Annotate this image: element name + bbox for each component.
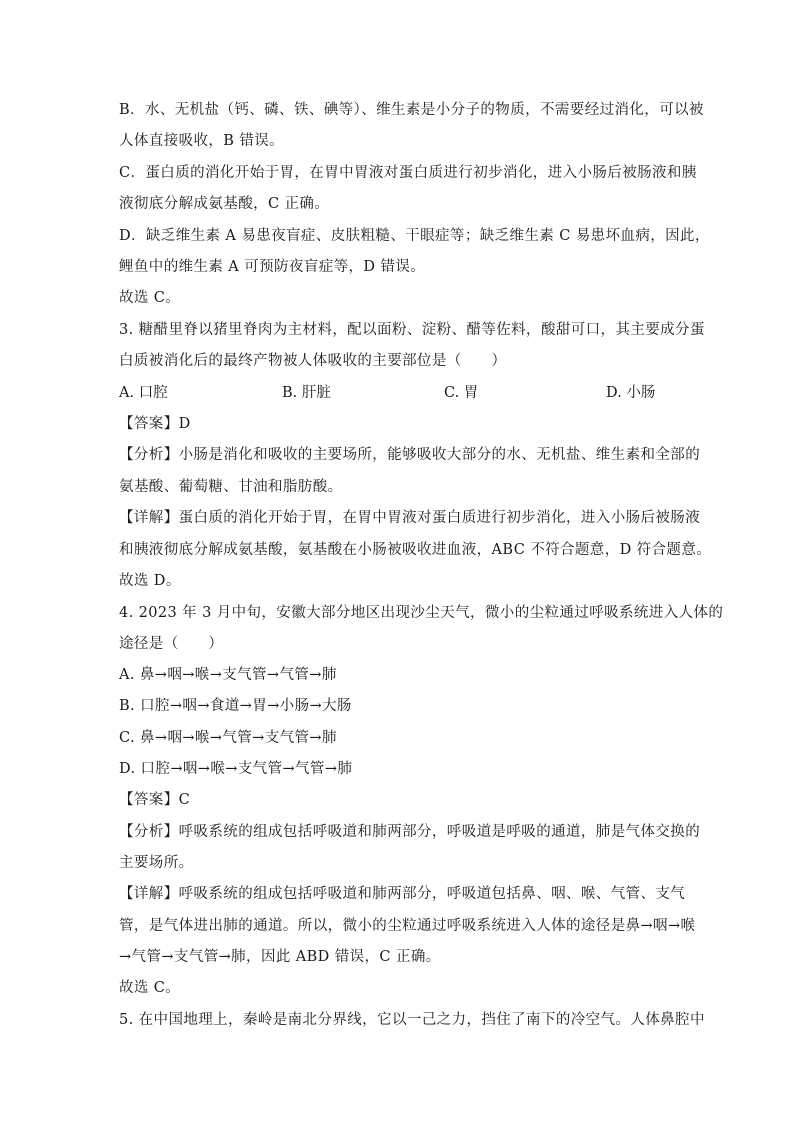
answer-line: 【答案】D — [119, 416, 191, 432]
text-line: 人体直接吸收，B 错误。 — [119, 133, 285, 149]
question-5-stem: 5. 在中国地理上，秦岭是南北分界线，它以一己之力，挡住了南下的冷空气。人体鼻腔中 — [119, 1012, 705, 1028]
explanation-line: 【详解】蛋白质的消化开始于胃，在胃中胃液对蛋白质进行初步消化，进入小肠后被肠液 — [119, 510, 701, 526]
analysis-line: 主要场所。 — [119, 855, 194, 871]
question-3-stem: 3. 糖醋里脊以猪里脊肉为主材料，配以面粉、淀粉、醋等佐料，酸甜可口，其主要成分蛋 — [119, 322, 705, 338]
text-line: D．缺乏维生素 A 易患夜盲症、皮肤粗糙、干眼症等；缺乏维生素 C 易患坏血病，因此， — [119, 228, 710, 244]
analysis-line: 【分析】小肠是消化和吸收的主要场所，能够吸收大部分的水、无机盐、维生素和全部的 — [119, 447, 701, 463]
text-line: 故选 D。 — [119, 573, 181, 589]
explanation-line: 管，是气体进出肺的通道。所以，微小的尘粒通过呼吸系统进入人体的途径是鼻→咽→喉 — [119, 918, 696, 934]
text-line: C．蛋白质的消化开始于胃，在胃中胃液对蛋白质进行初步消化，进入小肠后被肠液和胰 — [119, 165, 697, 181]
question-4-option-c: C. 鼻→咽→喉→气管→支气管→肺 — [119, 730, 337, 746]
analysis-line: 【分析】呼吸系统的组成包括呼吸道和肺两部分，呼吸道是呼吸的通道，肺是气体交换的 — [119, 824, 701, 840]
text-line: 故选 C。 — [119, 980, 181, 996]
question-4-stem: 途径是（ ） — [119, 636, 224, 652]
explanation-line: 和胰液彻底分解成氨基酸，氨基酸在小肠被吸收进血液，ABC 不符合题意，D 符合题意。 — [119, 542, 712, 558]
text-line: 液彻底分解成氨基酸，C 正确。 — [119, 196, 330, 212]
text-line: B．水、无机盐（钙、磷、铁、碘等）、维生素是小分子的物质，不需要经过消化，可以被 — [119, 102, 704, 118]
question-3-option-b: B. 肝脏 — [282, 385, 331, 401]
explanation-line: →气管→支气管→肺，因此 ABD 错误，C 正确。 — [119, 949, 441, 965]
question-3-option-d: D. 小肠 — [606, 385, 656, 401]
question-4-option-a: A. 鼻→咽→喉→支气管→气管→肺 — [119, 667, 337, 683]
question-4-option-b: B. 口腔→咽→食道→胃→小肠→大肠 — [119, 698, 352, 714]
answer-line: 【答案】C — [119, 792, 191, 808]
text-line: 鲤鱼中的维生素 A 可预防夜盲症等，D 错误。 — [119, 259, 426, 275]
question-3-stem: 白质被消化后的最终产物被人体吸收的主要部位是（ ） — [119, 353, 507, 369]
question-3-option-c: C. 胃 — [444, 385, 479, 401]
question-3-option-a: A. 口腔 — [119, 385, 168, 401]
analysis-line: 氨基酸、葡萄糖、甘油和脂肪酸。 — [119, 479, 343, 495]
question-4-stem: 4. 2023 年 3 月中旬，安徽大部分地区出现沙尘天气，微小的尘粒通过呼吸系统进入人体的 — [119, 605, 724, 621]
question-4-option-d: D. 口腔→咽→喉→支气管→气管→肺 — [119, 761, 353, 777]
text-line: 故选 C。 — [119, 290, 181, 306]
explanation-line: 【详解】呼吸系统的组成包括呼吸道和肺两部分，呼吸道包括鼻、咽、喉、气管、支气 — [119, 886, 686, 902]
